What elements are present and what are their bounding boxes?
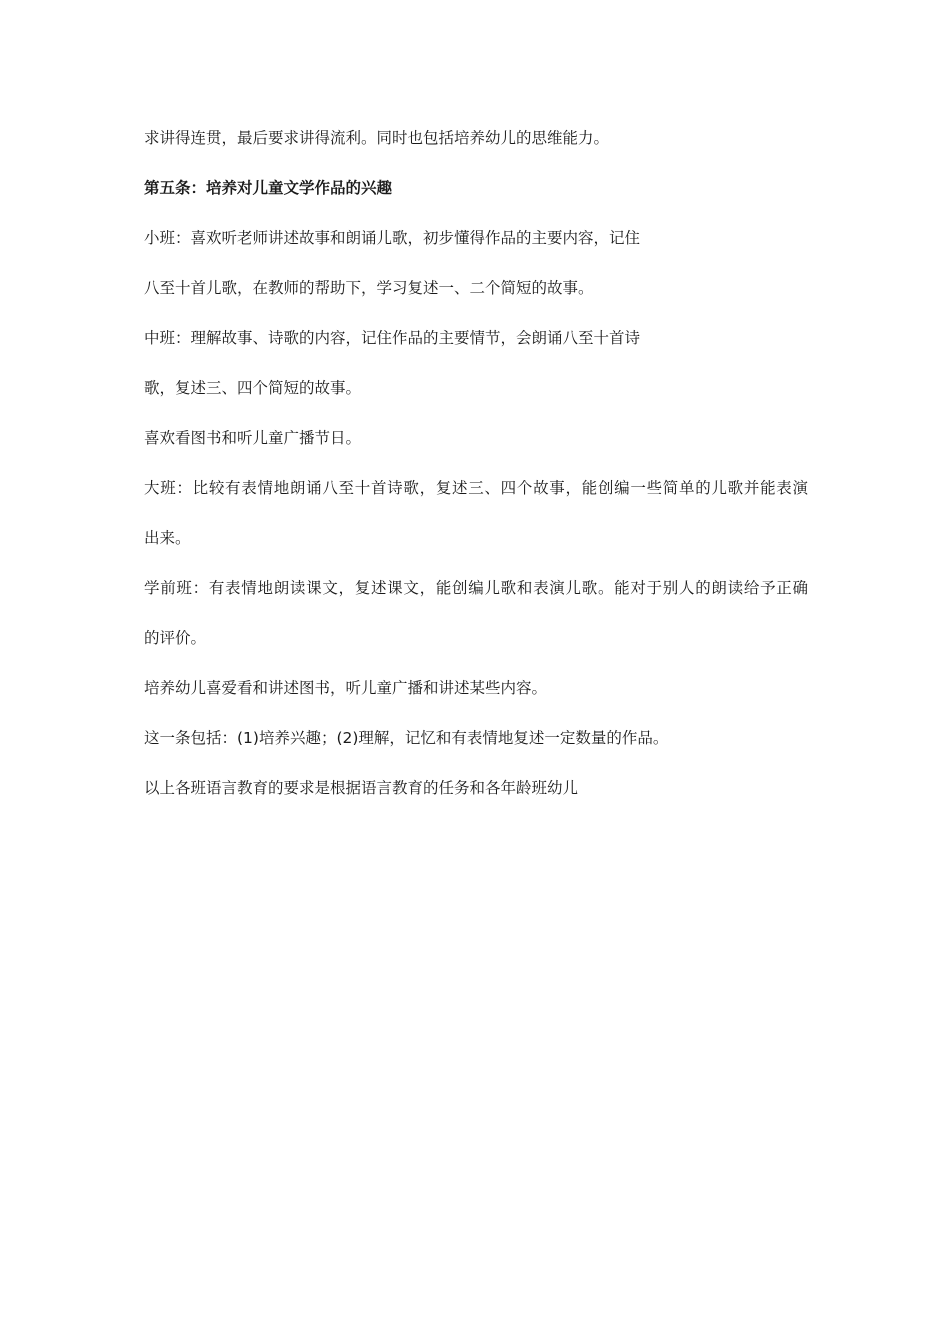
paragraph-line: 大班：比较有表情地朗诵八至十首诗歌，复述三、四个故事，能创编一些简单的儿歌并能表演: [144, 479, 808, 497]
paragraph-line: 的评价。: [144, 629, 207, 647]
paragraph-line: 求讲得连贯，最后要求讲得流利。同时也包括培养幼儿的思维能力。: [144, 129, 610, 147]
paragraph-line: 培养幼儿喜爱看和讲述图书，听儿童广播和讲述某些内容。: [144, 679, 548, 697]
paragraph-line: 这一条包括：(1)培养兴趣；(2)理解，记忆和有表情地复述一定数量的作品。: [144, 729, 669, 747]
paragraph-line: 以上各班语言教育的要求是根据语言教育的任务和各年龄班幼儿: [144, 779, 579, 797]
paragraph-line: 小班：喜欢听老师讲述故事和朗诵儿歌，初步懂得作品的主要内容，记住: [144, 229, 641, 247]
paragraph-line: 喜欢看图书和听儿童广播节日。: [144, 429, 362, 447]
section-heading: 第五条：培养对儿童文学作品的兴趣: [144, 179, 393, 197]
paragraph-line: 歌，复述三、四个简短的故事。: [144, 379, 362, 397]
paragraph-line: 出来。: [144, 529, 191, 547]
paragraph-line: 八至十首儿歌，在教师的帮助下，学习复述一、二个简短的故事。: [144, 279, 594, 297]
paragraph-line: 学前班：有表情地朗读课文，复述课文，能创编儿歌和表演儿歌。能对于别人的朗读给予正确: [144, 579, 808, 597]
paragraph-line: 中班：理解故事、诗歌的内容，记住作品的主要情节，会朗诵八至十首诗: [144, 329, 641, 347]
